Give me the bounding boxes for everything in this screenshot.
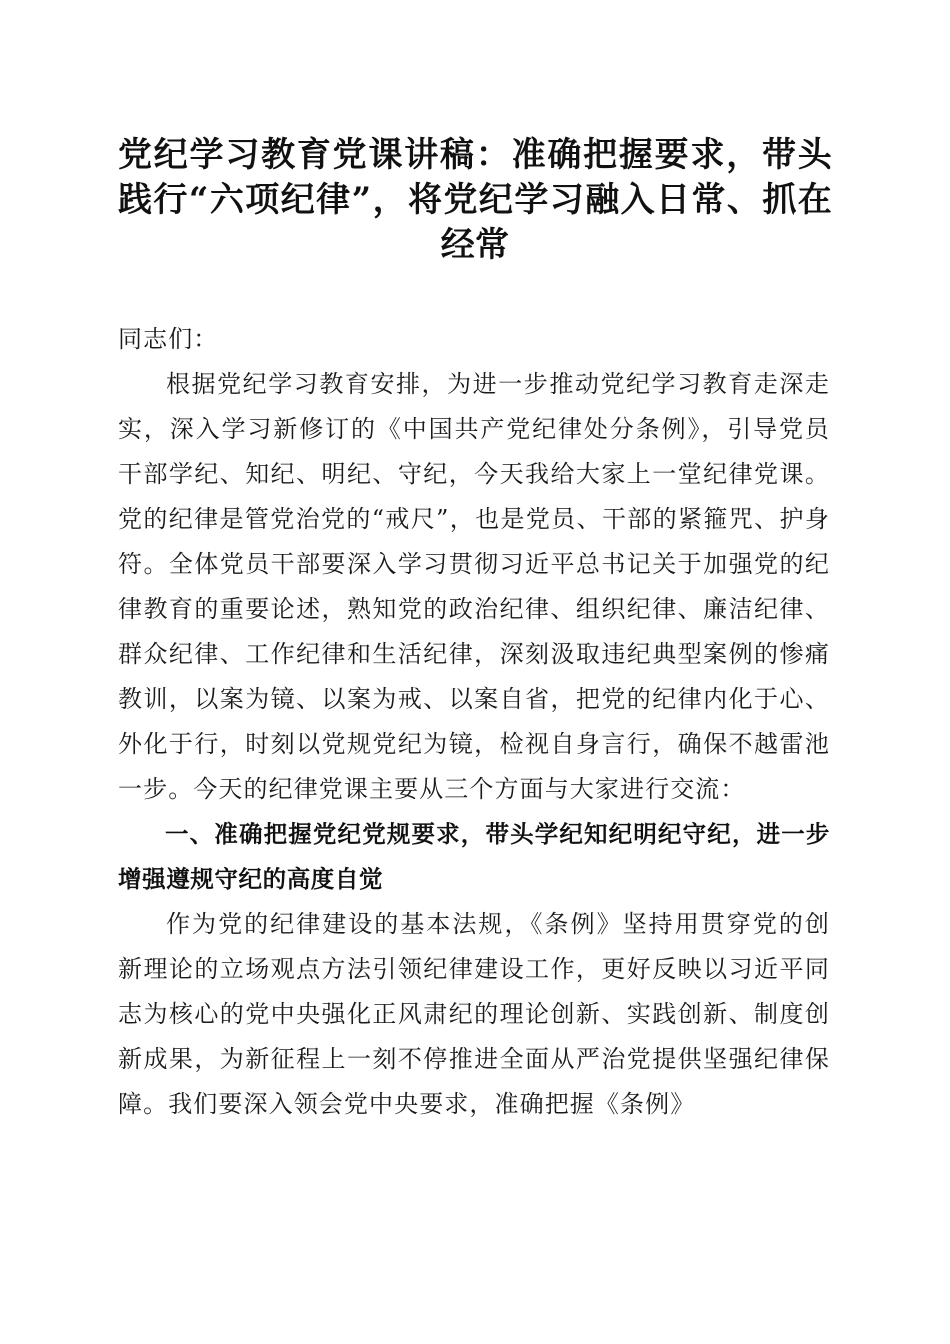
document-title: 党纪学习教育党课讲稿：准确把握要求，带头践行“六项纪律”，将党纪学习融入日常、抓在经常 <box>118 135 832 265</box>
intro-paragraph: 根据党纪学习教育安排，为进一步推动党纪学习教育走深走实，深入学习新修订的《中国共产党纪律处分条例》，引导党员干部学纪、知纪、明纪、守纪，今天我给大家上一堂纪律党课。党的纪律是管党治党的“戒尺”，也是党员、干部的紧箍咒、护身符。全体党员干部要深入学习贯彻习近平总书记关于加强党的纪律教育的重要论述，熟知党的政治纪律、组织纪律、廉洁纪律、群众纪律、工作纪律和生活纪律，深刻汲取违纪典型案例的惨痛教训，以案为镜、以案为戒、以案自省，把党的纪律内化于心、外化于行，时刻以党规党纪为镜，检视自身言行，确保不越雷池一步。今天的纪律党课主要从三个方面与大家进行交流： <box>118 370 830 803</box>
body-paragraph: 作为党的纪律建设的基本法规，《条例》坚持用贯穿党的创新理论的立场观点方法引领纪律建设工作，更好反映以习近平同志为核心的党中央强化正风肃纪的理论创新、实践创新、制度创新成果，为新征程上一刻不停推进全面从严治党提供坚强纪律保障。我们要深入领会党中央要求，准确把握《条例》 <box>118 910 830 1118</box>
document-body <box>118 317 830 1127</box>
salutation: 同志们： <box>118 325 219 353</box>
section-heading: 一、准确把握党纪党规要求，带头学纪知纪明纪守纪，进一步增强遵规守纪的高度自觉 <box>118 820 830 893</box>
